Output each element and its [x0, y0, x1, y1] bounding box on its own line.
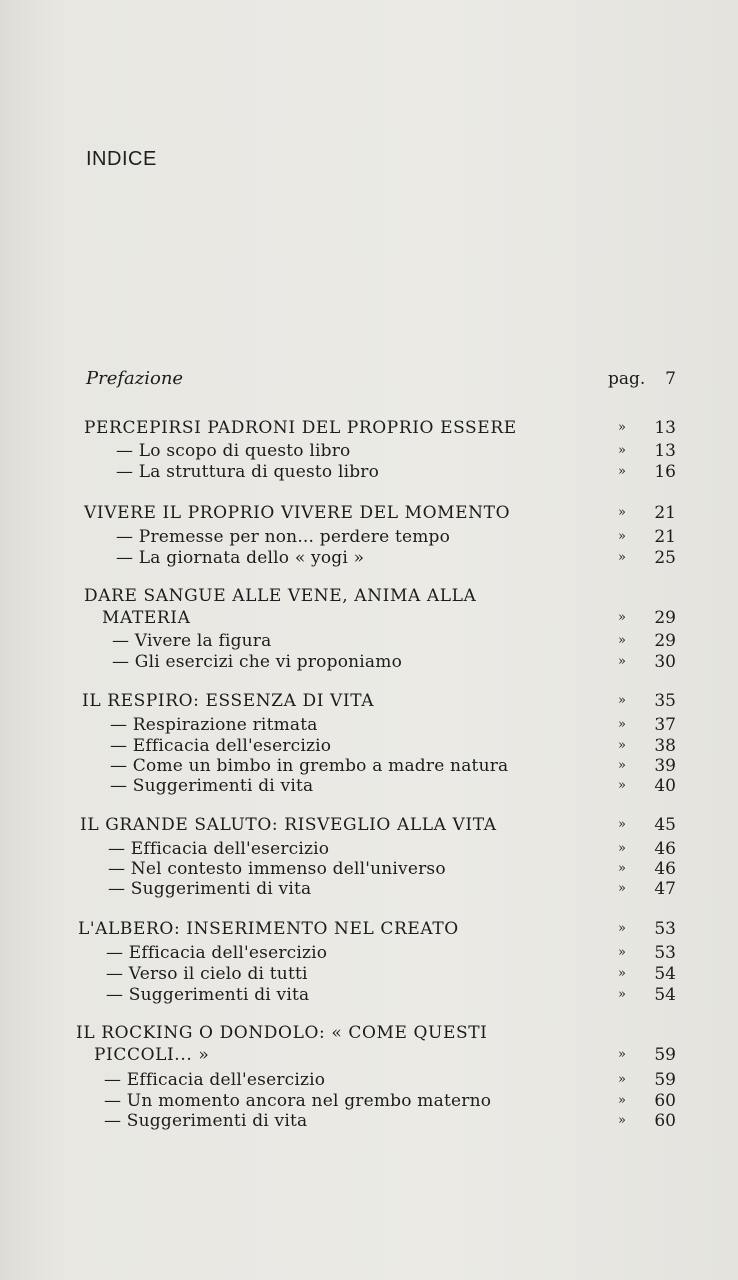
preface-pag-label: pag.	[608, 369, 646, 389]
toc-subitem	[0, 1069, 738, 1091]
toc-section-heading-cont	[0, 607, 738, 629]
toc-subitem	[0, 630, 738, 652]
section-title: IL RESPIRO: ESSENZA DI VITA	[82, 691, 375, 711]
subitem-label: — Efficacia dell'esercizio	[104, 1070, 326, 1090]
toc-section-heading	[0, 918, 738, 940]
subitem-label: — Suggerimenti di vita	[110, 776, 314, 796]
subitem-page: 60	[654, 1091, 676, 1111]
toc-subitem	[0, 1090, 738, 1112]
ditto-mark: »	[618, 464, 626, 479]
subitem-label: — Suggerimenti di vita	[104, 1111, 308, 1131]
subitem-label: — Vivere la figura	[112, 631, 272, 651]
subitem-page: 39	[654, 756, 676, 776]
subitem-label: — Efficacia dell'esercizio	[110, 736, 332, 756]
toc-subitem	[0, 735, 738, 757]
ditto-mark: »	[618, 717, 626, 732]
subitem-label: — Gli esercizi che vi proponiamo	[112, 652, 403, 672]
toc-subitem	[0, 526, 738, 548]
ditto-mark: »	[618, 1072, 626, 1087]
section-title: L'ALBERO: INSERIMENTO NEL CREATO	[78, 919, 459, 939]
subitem-page: 53	[654, 943, 676, 963]
subitem-page: 29	[654, 631, 676, 651]
toc-section-heading	[0, 814, 738, 836]
section-page: 35	[654, 691, 676, 711]
toc-preface	[0, 368, 738, 390]
section-page: 29	[654, 608, 676, 628]
preface-label: Prefazione	[86, 368, 184, 389]
toc-subitem	[0, 963, 738, 985]
page-title: INDICE	[86, 148, 157, 170]
subitem-label: — Efficacia dell'esercizio	[108, 839, 330, 859]
toc-subitem	[0, 755, 738, 777]
section-title: IL GRANDE SALUTO: RISVEGLIO ALLA VITA	[80, 815, 497, 835]
section-page: 59	[654, 1045, 676, 1065]
subitem-label: — La struttura di questo libro	[116, 462, 380, 482]
toc-section-heading	[0, 502, 738, 524]
subitem-label: — Respirazione ritmata	[110, 715, 318, 735]
toc-section-heading	[0, 690, 738, 712]
toc-subitem	[0, 651, 738, 673]
toc-section-heading	[0, 585, 738, 607]
ditto-mark: »	[618, 420, 626, 435]
toc-subitem	[0, 1110, 738, 1132]
ditto-mark: »	[618, 1093, 626, 1108]
section-title: PERCEPIRSI PADRONI DEL PROPRIO ESSERE	[84, 418, 517, 438]
ditto-mark: »	[618, 778, 626, 793]
subitem-page: 40	[654, 776, 676, 796]
toc-section-heading	[0, 417, 738, 439]
section-title: IL ROCKING O DONDOLO: « COME QUESTI	[76, 1023, 488, 1043]
toc-subitem	[0, 461, 738, 483]
subitem-page: 59	[654, 1070, 676, 1090]
toc-subitem	[0, 440, 738, 462]
subitem-page: 46	[654, 859, 676, 879]
subitem-label: — Come un bimbo in grembo a madre natura	[110, 756, 509, 776]
ditto-mark: »	[618, 881, 626, 896]
toc-subitem	[0, 878, 738, 900]
section-page: 13	[654, 418, 676, 438]
subitem-page: 21	[654, 527, 676, 547]
section-page: 53	[654, 919, 676, 939]
subitem-page: 54	[654, 964, 676, 984]
ditto-mark: »	[618, 966, 626, 981]
subitem-label: — Suggerimenti di vita	[108, 879, 312, 899]
subitem-page: 60	[654, 1111, 676, 1131]
subitem-label: — La giornata dello « yogi »	[116, 548, 365, 568]
subitem-label: — Premesse per non... perdere tempo	[116, 527, 451, 547]
toc-subitem	[0, 858, 738, 880]
subitem-page: 47	[654, 879, 676, 899]
ditto-mark: »	[618, 945, 626, 960]
ditto-mark: »	[618, 861, 626, 876]
ditto-mark: »	[618, 505, 626, 520]
section-title-line2: MATERIA	[102, 608, 191, 628]
subitem-page: 30	[654, 652, 676, 672]
ditto-mark: »	[618, 758, 626, 773]
subitem-label: — Suggerimenti di vita	[106, 985, 310, 1005]
section-title-line2: PICCOLI... »	[94, 1045, 210, 1065]
ditto-mark: »	[618, 443, 626, 458]
toc-subitem	[0, 714, 738, 736]
subitem-label: — Lo scopo di questo libro	[116, 441, 351, 461]
toc-subitem	[0, 547, 738, 569]
preface-page: 7	[665, 369, 676, 389]
ditto-mark: »	[618, 841, 626, 856]
ditto-mark: »	[618, 738, 626, 753]
ditto-mark: »	[618, 1047, 626, 1062]
ditto-mark: »	[618, 817, 626, 832]
toc-subitem	[0, 942, 738, 964]
subitem-page: 54	[654, 985, 676, 1005]
ditto-mark: »	[618, 550, 626, 565]
section-title: DARE SANGUE ALLE VENE, ANIMA ALLA	[84, 586, 477, 606]
subitem-page: 38	[654, 736, 676, 756]
ditto-mark: »	[618, 1113, 626, 1128]
subitem-label: — Un momento ancora nel grembo materno	[104, 1091, 492, 1111]
toc-subitem	[0, 838, 738, 860]
subitem-label: — Efficacia dell'esercizio	[106, 943, 328, 963]
subitem-label: — Verso il cielo di tutti	[106, 964, 308, 984]
toc-section-heading-cont	[0, 1044, 738, 1066]
subitem-label: — Nel contesto immenso dell'universo	[108, 859, 446, 879]
toc-subitem	[0, 775, 738, 797]
subitem-page: 37	[654, 715, 676, 735]
section-title: VIVERE IL PROPRIO VIVERE DEL MOMENTO	[84, 503, 511, 523]
subitem-page: 13	[654, 441, 676, 461]
ditto-mark: »	[618, 654, 626, 669]
subitem-page: 25	[654, 548, 676, 568]
subitem-page: 46	[654, 839, 676, 859]
ditto-mark: »	[618, 921, 626, 936]
ditto-mark: »	[618, 610, 626, 625]
ditto-mark: »	[618, 987, 626, 1002]
ditto-mark: »	[618, 693, 626, 708]
ditto-mark: »	[618, 633, 626, 648]
toc-subitem	[0, 984, 738, 1006]
ditto-mark: »	[618, 529, 626, 544]
subitem-page: 16	[654, 462, 676, 482]
section-page: 21	[654, 503, 676, 523]
toc-section-heading	[0, 1022, 738, 1044]
section-page: 45	[654, 815, 676, 835]
